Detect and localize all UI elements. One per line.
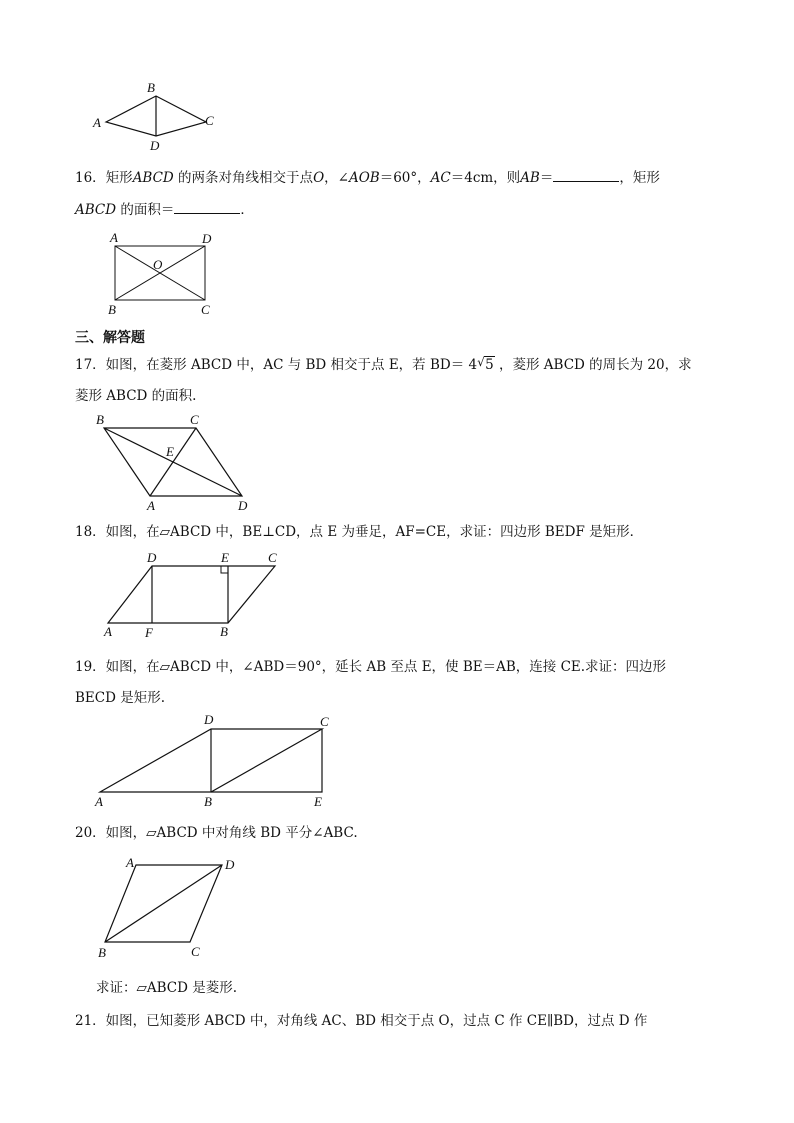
question-19-line-2: BECD 是矩形. <box>75 690 166 706</box>
label-b: B <box>204 794 212 809</box>
label-d: D <box>204 712 214 727</box>
label-d: D <box>225 857 235 872</box>
label-d: D <box>150 138 160 153</box>
q16-number: 16． <box>75 170 106 186</box>
question-21-line-1: 21．如图，已知菱形 ABCD 中，对角线 AC、BD 相交于点 O，过点 C 作 CE∥BD，过点 D 作 <box>75 1013 648 1029</box>
answer-blank-1[interactable] <box>553 180 619 182</box>
label-e: E <box>221 550 229 565</box>
question-16-line-2 <box>75 198 254 218</box>
question-18-line-1: 18．如图，在▱ABCD 中，BE⊥CD，点 E 为垂足，AF=CE，求证：四边形 BEDF 是矩形． <box>75 524 644 540</box>
label-c: C <box>191 944 200 959</box>
label-b: B <box>98 945 106 960</box>
label-a: A <box>147 498 155 512</box>
label-b: B <box>147 80 155 95</box>
q16-text: ＝4cm，则 <box>450 170 521 186</box>
section-heading: 三、解答题 <box>75 330 145 346</box>
q16-text: ，∠ <box>324 170 349 186</box>
label-c: C <box>201 302 210 317</box>
q17-text: ，菱形 ABCD 的周长为 20，求 <box>494 357 692 373</box>
q16-text: 的两条对角线相交于点 <box>173 170 314 186</box>
q16-text: 的面积＝ <box>116 202 175 218</box>
figure-q17-rhombus <box>92 410 262 512</box>
label-a: A <box>104 624 112 639</box>
question-17-line-2: 菱形 ABCD 的面积. <box>75 388 197 404</box>
question-17-line-1 <box>75 353 692 373</box>
label-a: A <box>93 115 101 130</box>
sqrt-value: 5 <box>485 357 494 373</box>
q16-var-abcd: ABCD <box>132 170 174 186</box>
question-16-line-1 <box>75 166 660 186</box>
question-19-line-1: 19．如图，在▱ABCD 中，∠ABD＝90°，延长 AB 至点 E，使 BE＝AB，连接 CE.求证：四边形 <box>75 659 667 675</box>
q16-text: ，矩形 <box>619 170 660 186</box>
label-c: C <box>320 714 329 729</box>
label-o: O <box>153 257 163 272</box>
label-d: D <box>202 231 212 246</box>
sqrt-symbol: √ 5 <box>477 355 494 373</box>
label-a: A <box>95 794 103 809</box>
q16-var-aob: AOB <box>348 170 380 186</box>
label-b: B <box>108 302 116 317</box>
label-c: C <box>190 412 199 427</box>
label-a: A <box>110 230 118 245</box>
label-c: C <box>268 550 277 565</box>
label-c: C <box>205 113 214 128</box>
q16-text: ＝ <box>539 170 554 186</box>
q17-text: 17．如图，在菱形 ABCD 中，AC 与 BD 相交于点 E，若 BD＝ 4 <box>75 357 478 373</box>
label-b: B <box>220 624 228 639</box>
label-d: D <box>238 498 248 512</box>
label-e: E <box>314 794 322 809</box>
label-e: E <box>166 444 174 459</box>
label-b: B <box>96 412 104 427</box>
figure-q16-rectangle <box>104 230 224 318</box>
label-f: F <box>145 625 153 640</box>
figure-q18-parallelogram <box>100 548 290 640</box>
figure-q19-parallelogram <box>90 710 340 810</box>
q16-var-ab: AB <box>520 170 540 186</box>
q16-var-abcd: ABCD <box>75 202 117 218</box>
q16-text: ． <box>240 202 254 218</box>
figure-q15-rhombus <box>88 78 228 154</box>
q16-var-ac: AC <box>430 170 451 186</box>
q16-text: ＝60°， <box>379 170 431 186</box>
q16-var-o: O <box>313 170 325 186</box>
label-a: A <box>126 855 134 870</box>
question-20-proof-prompt: 求证：▱ABCD 是菱形. <box>96 980 238 996</box>
label-d: D <box>147 550 157 565</box>
answer-blank-2[interactable] <box>174 212 240 214</box>
question-20-line-1: 20．如图，▱ABCD 中对角线 BD 平分∠ABC. <box>75 825 358 841</box>
q16-text: 矩形 <box>105 170 133 186</box>
figure-q20-parallelogram <box>94 852 244 962</box>
